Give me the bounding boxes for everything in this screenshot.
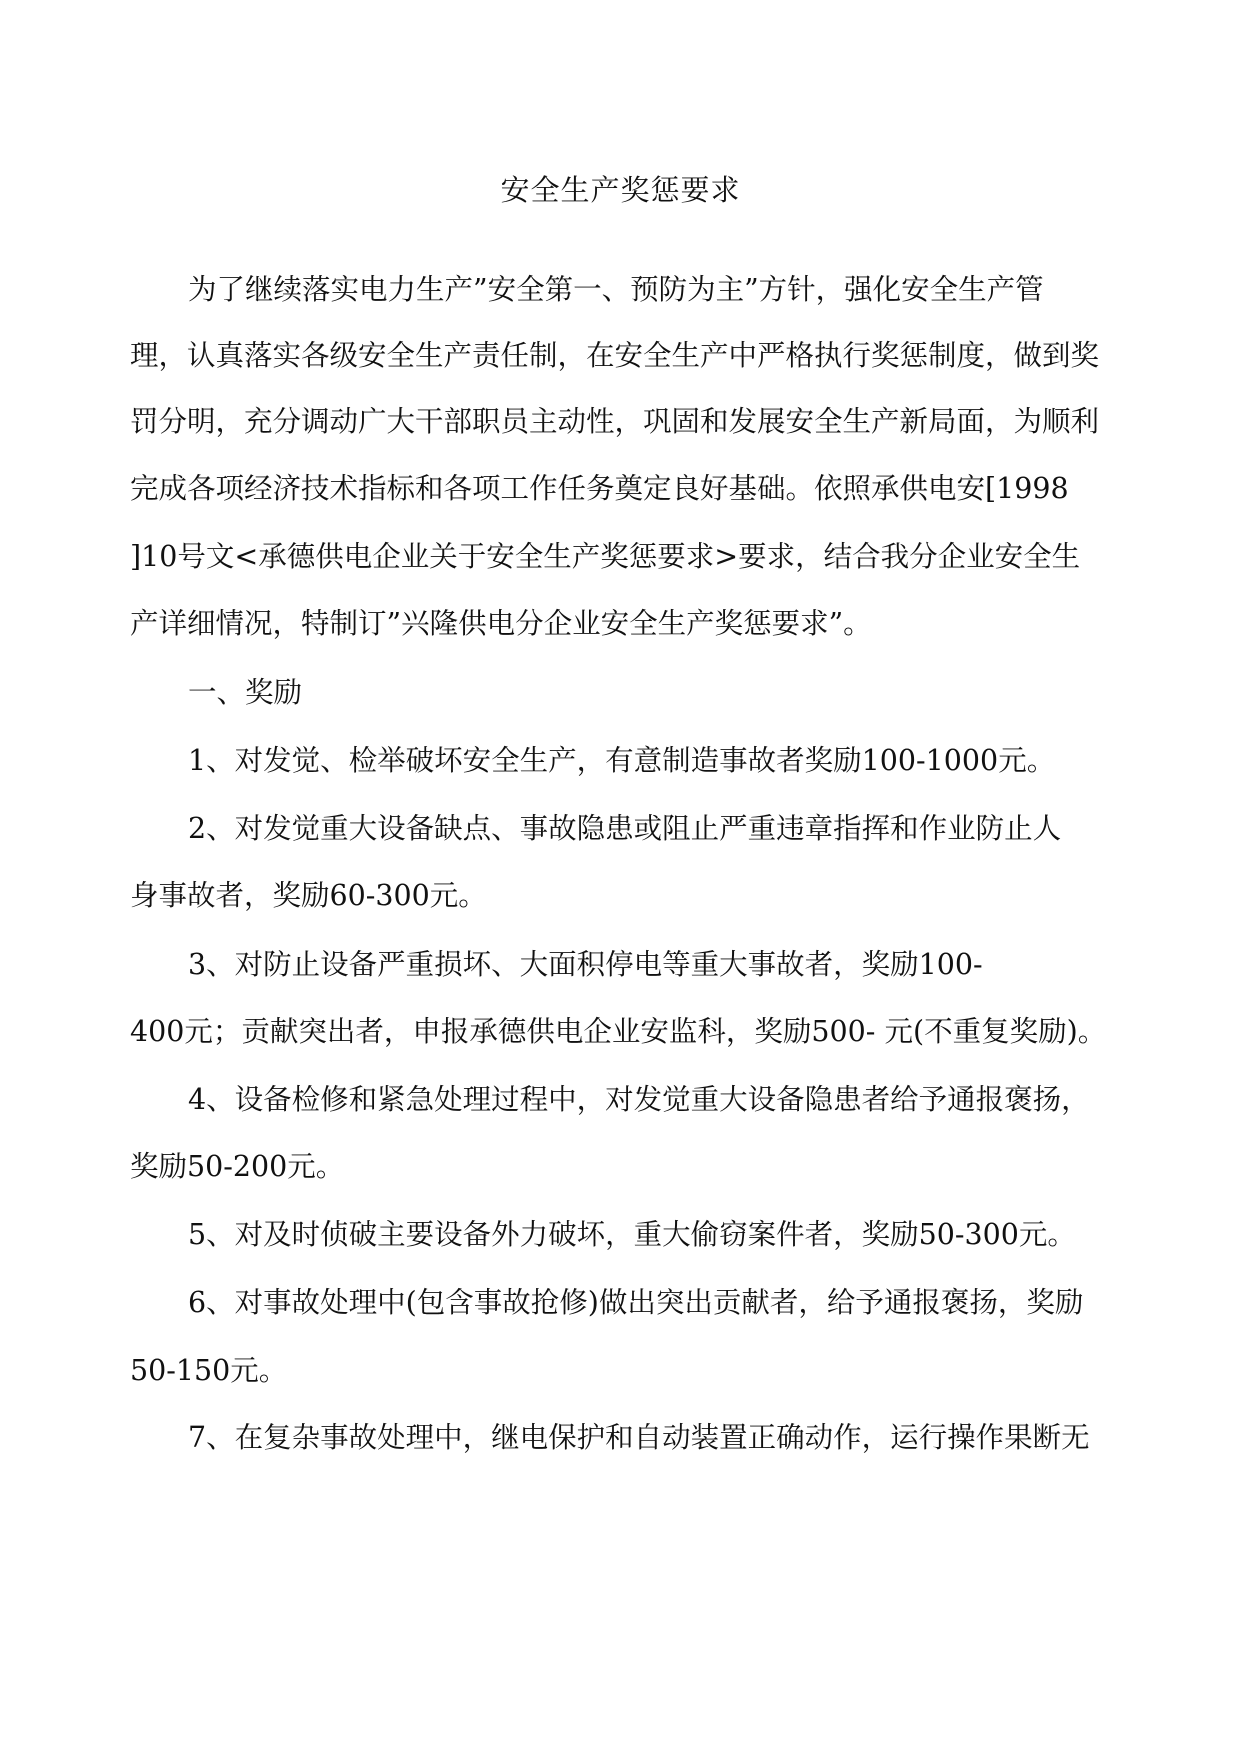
paragraph-line: ]10号文<承德供电企业关于安全生产奖惩要求>要求，结合我分企业安全生 (130, 540, 1081, 573)
list-item-continuation: 身事故者，奖励60-300元。 (130, 879, 487, 912)
list-item: 1、对发觉、检举破坏安全生产，有意制造事故者奖励100-1000元。 (188, 744, 1056, 777)
list-item: 6、对事故处理中(包含事故抢修)做出突出贡献者，给予通报褒扬，奖励 (188, 1286, 1084, 1319)
list-item: 4、设备检修和紧急处理过程中，对发觉重大设备隐患者给予通报褒扬， (188, 1083, 1090, 1116)
list-item: 2、对发觉重大设备缺点、事故隐患或阻止严重违章指挥和作业防止人 (188, 812, 1062, 845)
paragraph-line: 为了继续落实电力生产”安全第一、预防为主”方针，强化安全生产管 (188, 273, 1044, 306)
list-item-continuation: 奖励50-200元。 (130, 1150, 345, 1183)
document-title: 安全生产奖惩要求 (500, 173, 741, 207)
section-heading: 一、奖励 (188, 676, 303, 709)
list-item-continuation: 400元；贡献突出者，申报承德供电企业安监科，奖励500- 元(不重复奖励)。 (130, 1015, 1107, 1048)
paragraph-line: 罚分明，充分调动广大干部职员主动性，巩固和发展安全生产新局面，为顺利 (130, 405, 1100, 438)
list-item: 3、对防止设备严重损坏、大面积停电等重大事故者，奖励100- (188, 948, 983, 981)
list-item-continuation: 50-150元。 (130, 1354, 288, 1387)
list-item: 5、对及时侦破主要设备外力破坏，重大偷窃案件者，奖励50-300元。 (188, 1218, 1076, 1251)
paragraph-line: 产详细情况，特制订”兴隆供电分企业安全生产奖惩要求”。 (130, 607, 872, 640)
paragraph-line: 完成各项经济技术指标和各项工作任务奠定良好基础。依照承供电安[1998 (130, 472, 1069, 505)
list-item: 7、在复杂事故处理中，继电保护和自动装置正确动作，运行操作果断无 (188, 1421, 1090, 1454)
paragraph-line: 理，认真落实各级安全生产责任制，在安全生产中严格执行奖惩制度，做到奖 (130, 339, 1100, 372)
